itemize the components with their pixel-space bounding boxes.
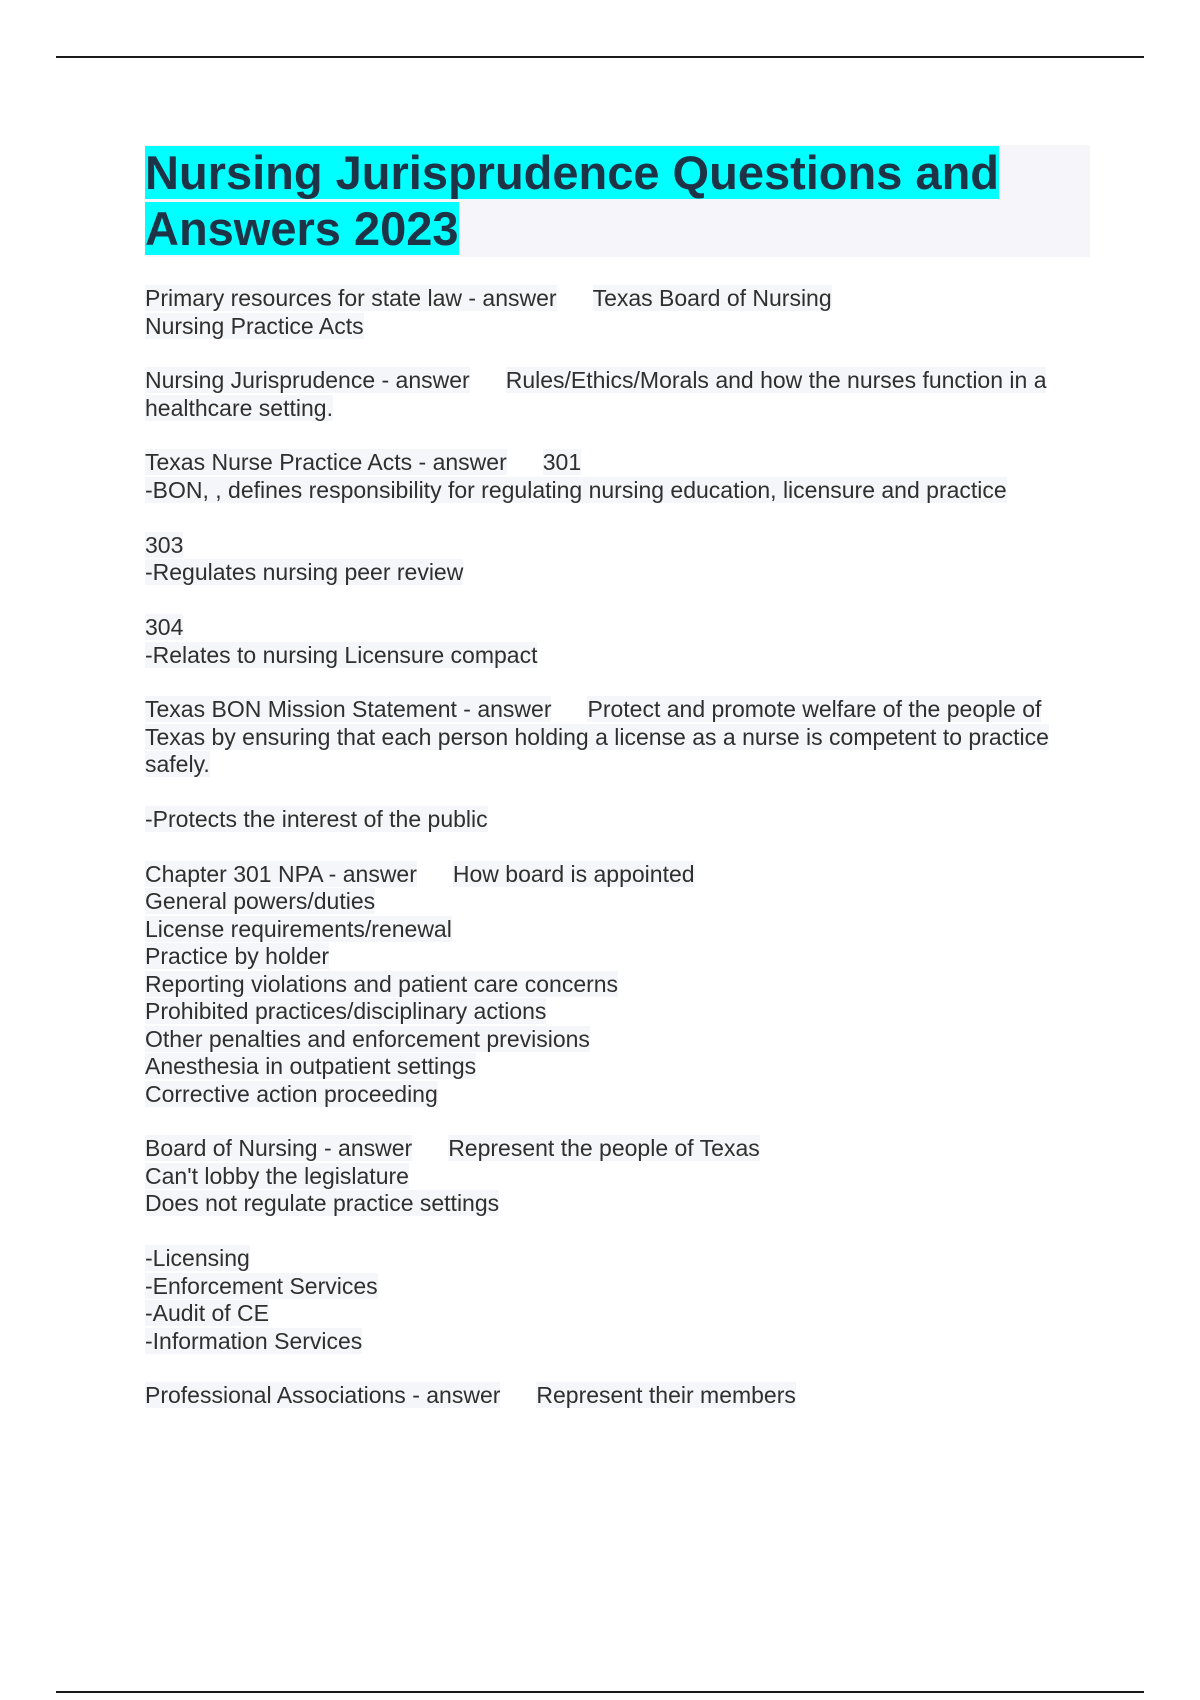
qa-answer-line: License requirements/renewal [145,915,452,942]
qa-answer-line: Texas Board of Nursing [592,285,832,311]
qa-answer-line: -Regulates nursing peer review [145,559,464,585]
qa-answer-line: Can't lobby the legislature [145,1162,409,1189]
top-rule [56,56,1144,58]
qa-term: Professional Associations - answer [145,1382,501,1408]
title-block [145,145,1090,257]
qa-answer-line: How board is appointed [452,860,695,887]
qa-item [145,1135,1090,1355]
qa-answer-line: Nursing Practice Acts [145,312,364,339]
qa-answer-line: Represent the people of Texas [448,1135,760,1161]
qa-list [145,285,1090,1410]
qa-answer-line: Does not regulate practice settings [145,1190,500,1216]
qa-answer-line: Represent their members [536,1382,796,1408]
bottom-rule [56,1691,1144,1693]
qa-item [145,1382,1090,1410]
qa-term: Board of Nursing - answer [145,1135,413,1161]
qa-term: Texas BON Mission Statement - answer [145,696,552,722]
qa-item [145,861,1090,1109]
qa-item [145,449,1090,669]
qa-answer-line: -Protects the interest of the public [145,806,488,832]
qa-item [145,696,1090,834]
qa-answer-line: Protect and promote welfare of the people of Texas by ensuring that each person holding a license as a nurse is competent to practice safely. [145,696,1049,777]
qa-answer-line: -BON, , defines responsibility for regulating nursing education, licensure and practice [145,476,1007,503]
qa-item [145,367,1090,422]
qa-answer-line: Reporting violations and patient care concerns [145,970,619,997]
qa-answer-line: Other penalties and enforcement previsions [145,1025,590,1052]
qa-answer-line: -Information Services [145,1327,363,1354]
qa-answer-line: 304 [145,614,184,640]
qa-answer-line: 301 [542,449,582,475]
qa-answer-line: Corrective action proceeding [145,1080,438,1107]
qa-answer-line: -Licensing [145,1245,250,1271]
qa-answer-line: -Enforcement Services [145,1272,378,1299]
qa-answer-line: Practice by holder [145,943,330,969]
document-body [145,145,1090,1437]
qa-item [145,285,1090,340]
qa-answer-line: Anesthesia in outpatient settings [145,1053,477,1079]
qa-answer-line: 303 [145,531,184,558]
qa-answer-line: General powers/duties [145,888,376,914]
qa-answer-line: Rules/Ethics/Morals and how the nurses function in a healthcare setting. [145,367,1047,421]
document-title: Nursing Jurisprudence Questions and Answers 2023 [145,146,999,255]
qa-term: Nursing Jurisprudence - answer [145,367,470,393]
qa-answer-line: Prohibited practices/disciplinary actions [145,998,547,1024]
qa-answer-line: -Relates to nursing Licensure compact [145,641,538,668]
qa-term: Texas Nurse Practice Acts - answer [145,449,507,475]
qa-term: Chapter 301 NPA - answer [145,860,417,887]
qa-term: Primary resources for state law - answer [145,285,557,311]
qa-answer-line: -Audit of CE [145,1300,269,1326]
